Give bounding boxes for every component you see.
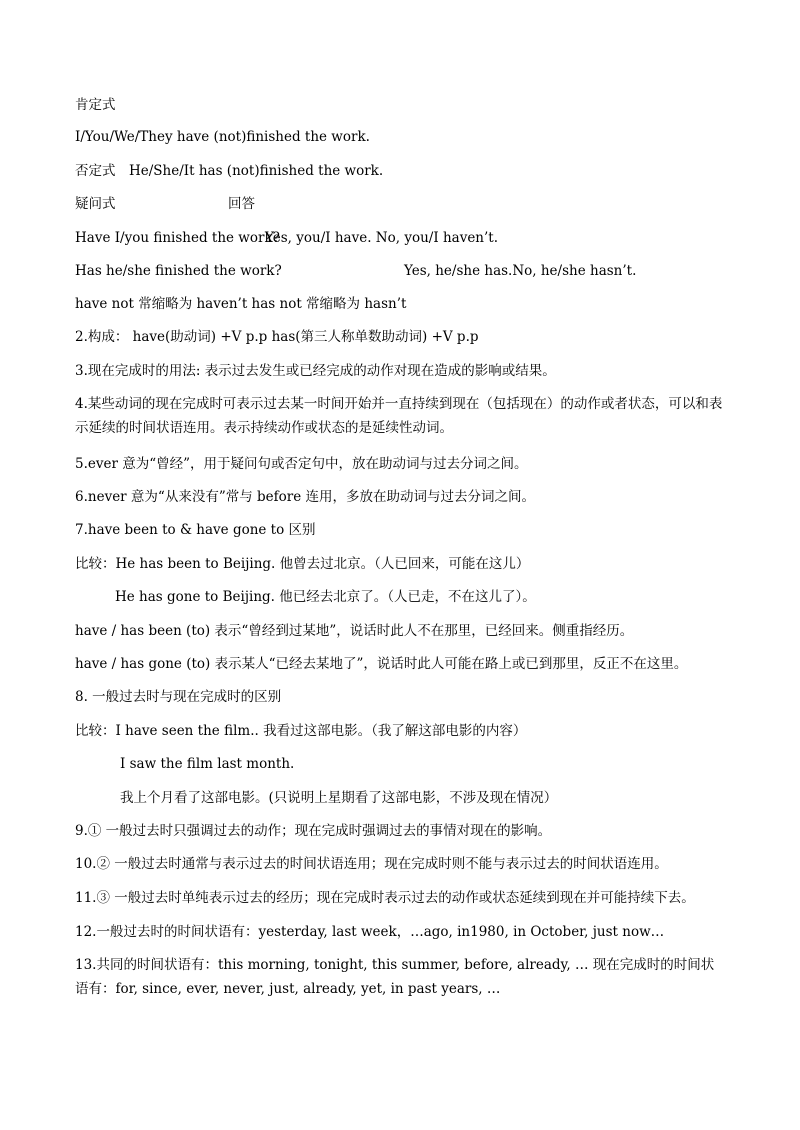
tense-compare-1: 比较：I have seen the film.. 我看过这部电影。（我了解这部电影的内容） [75,723,527,739]
tense-compare-2: I saw the film last month. [120,756,295,772]
ever-point: 5.ever 意为“曾经”，用于疑问句或否定句中，放在助动词与过去分词之间。 [75,456,528,472]
question-example-2 [75,261,735,281]
negative-example: He/She/It has (not)finished the work. [129,163,384,179]
tense-compare-3: 我上个月看了这部电影。(只说明上星期看了这部电影，不涉及现在情况） [120,790,558,806]
contraction-note: have not 常缩略为 haven’t has not 常缩略为 hasn’t [75,296,407,312]
structure-point: 2.构成： have(助动词) +V p.p has(第三人称单数助动词) +V p.p [75,329,479,345]
answer-text-1: Yes, you/I have. No, you/I haven’t. [265,230,499,246]
difference-point-3: 11.③ 一般过去时单纯表示过去的经历；现在完成时表示过去的动作或状态延续到现在并可能持续下去。 [75,890,695,906]
usage-point: 3.现在完成时的用法: 表示过去发生或已经完成的动作对现在造成的影响或结果。 [75,363,556,379]
tense-difference-heading: 8. 一般过去时与现在完成时的区别 [75,689,282,705]
question-text-1: Have I/you finished the work? [75,230,280,246]
affirmative-example: I/You/We/They have (not)finished the work. [75,129,370,145]
been-gone-heading: 7.have been to & have gone to 区别 [75,522,316,538]
affirmative-heading: 肯定式 [75,97,116,113]
difference-point-1: 9.① 一般过去时只强调过去的动作；现在完成时强调过去的事情对现在的影响。 [75,823,552,839]
have-been-explanation: have / has been (to) 表示“曾经到过某地”，说话时此人不在那里，已经回来。侧重指经历。 [75,623,634,639]
never-point: 6.never 意为“从来没有”常与 before 连用，多放在助动词与过去分词之间。 [75,489,536,505]
past-time-adverbials: 12.一般过去时的时间状语有：yesterday, last week，…ago, in1980, in October, just now… [75,924,665,940]
been-gone-compare-1: 比较：He has been to Beijing. 他曾去过北京。（人已回来，可能在这儿） [75,556,530,572]
question-example-1 [75,228,735,248]
difference-point-2: 10.② 一般过去时通常与表示过去的时间状语连用；现在完成时则不能与表示过去的时间状语连用。 [75,856,668,872]
answer-heading: 回答 [228,196,255,212]
been-gone-compare-2: He has gone to Beijing. 他已经去北京了。（人已走，不在这儿了）。 [115,589,536,605]
shared-time-adverbials: 13.共同的时间状语有：this morning, tonight, this summer, before, already, … 现在完成时的时间状语有：for, since, ever, never, just, already, yet, in past years, … [75,957,715,997]
negative-line [75,161,735,181]
question-line [75,194,735,214]
question-heading: 疑问式 [75,196,116,212]
negative-heading: 否定式 [75,163,116,179]
duration-point: 4.某些动词的现在完成时可表示过去某一时间开始并一直持续到现在（包括现在）的动作或者状态，可以和表示延续的时间状语连用。表示持续动作或状态的是延续性动词。 [75,396,723,436]
question-text-2: Has he/she finished the work? [75,263,282,279]
answer-text-2: Yes, he/she has.No, he/she hasn’t. [404,263,637,279]
have-gone-explanation: have / has gone (to) 表示某人“已经去某地了”，说话时此人可能在路上或已到那里，反正不在这里。 [75,656,688,672]
